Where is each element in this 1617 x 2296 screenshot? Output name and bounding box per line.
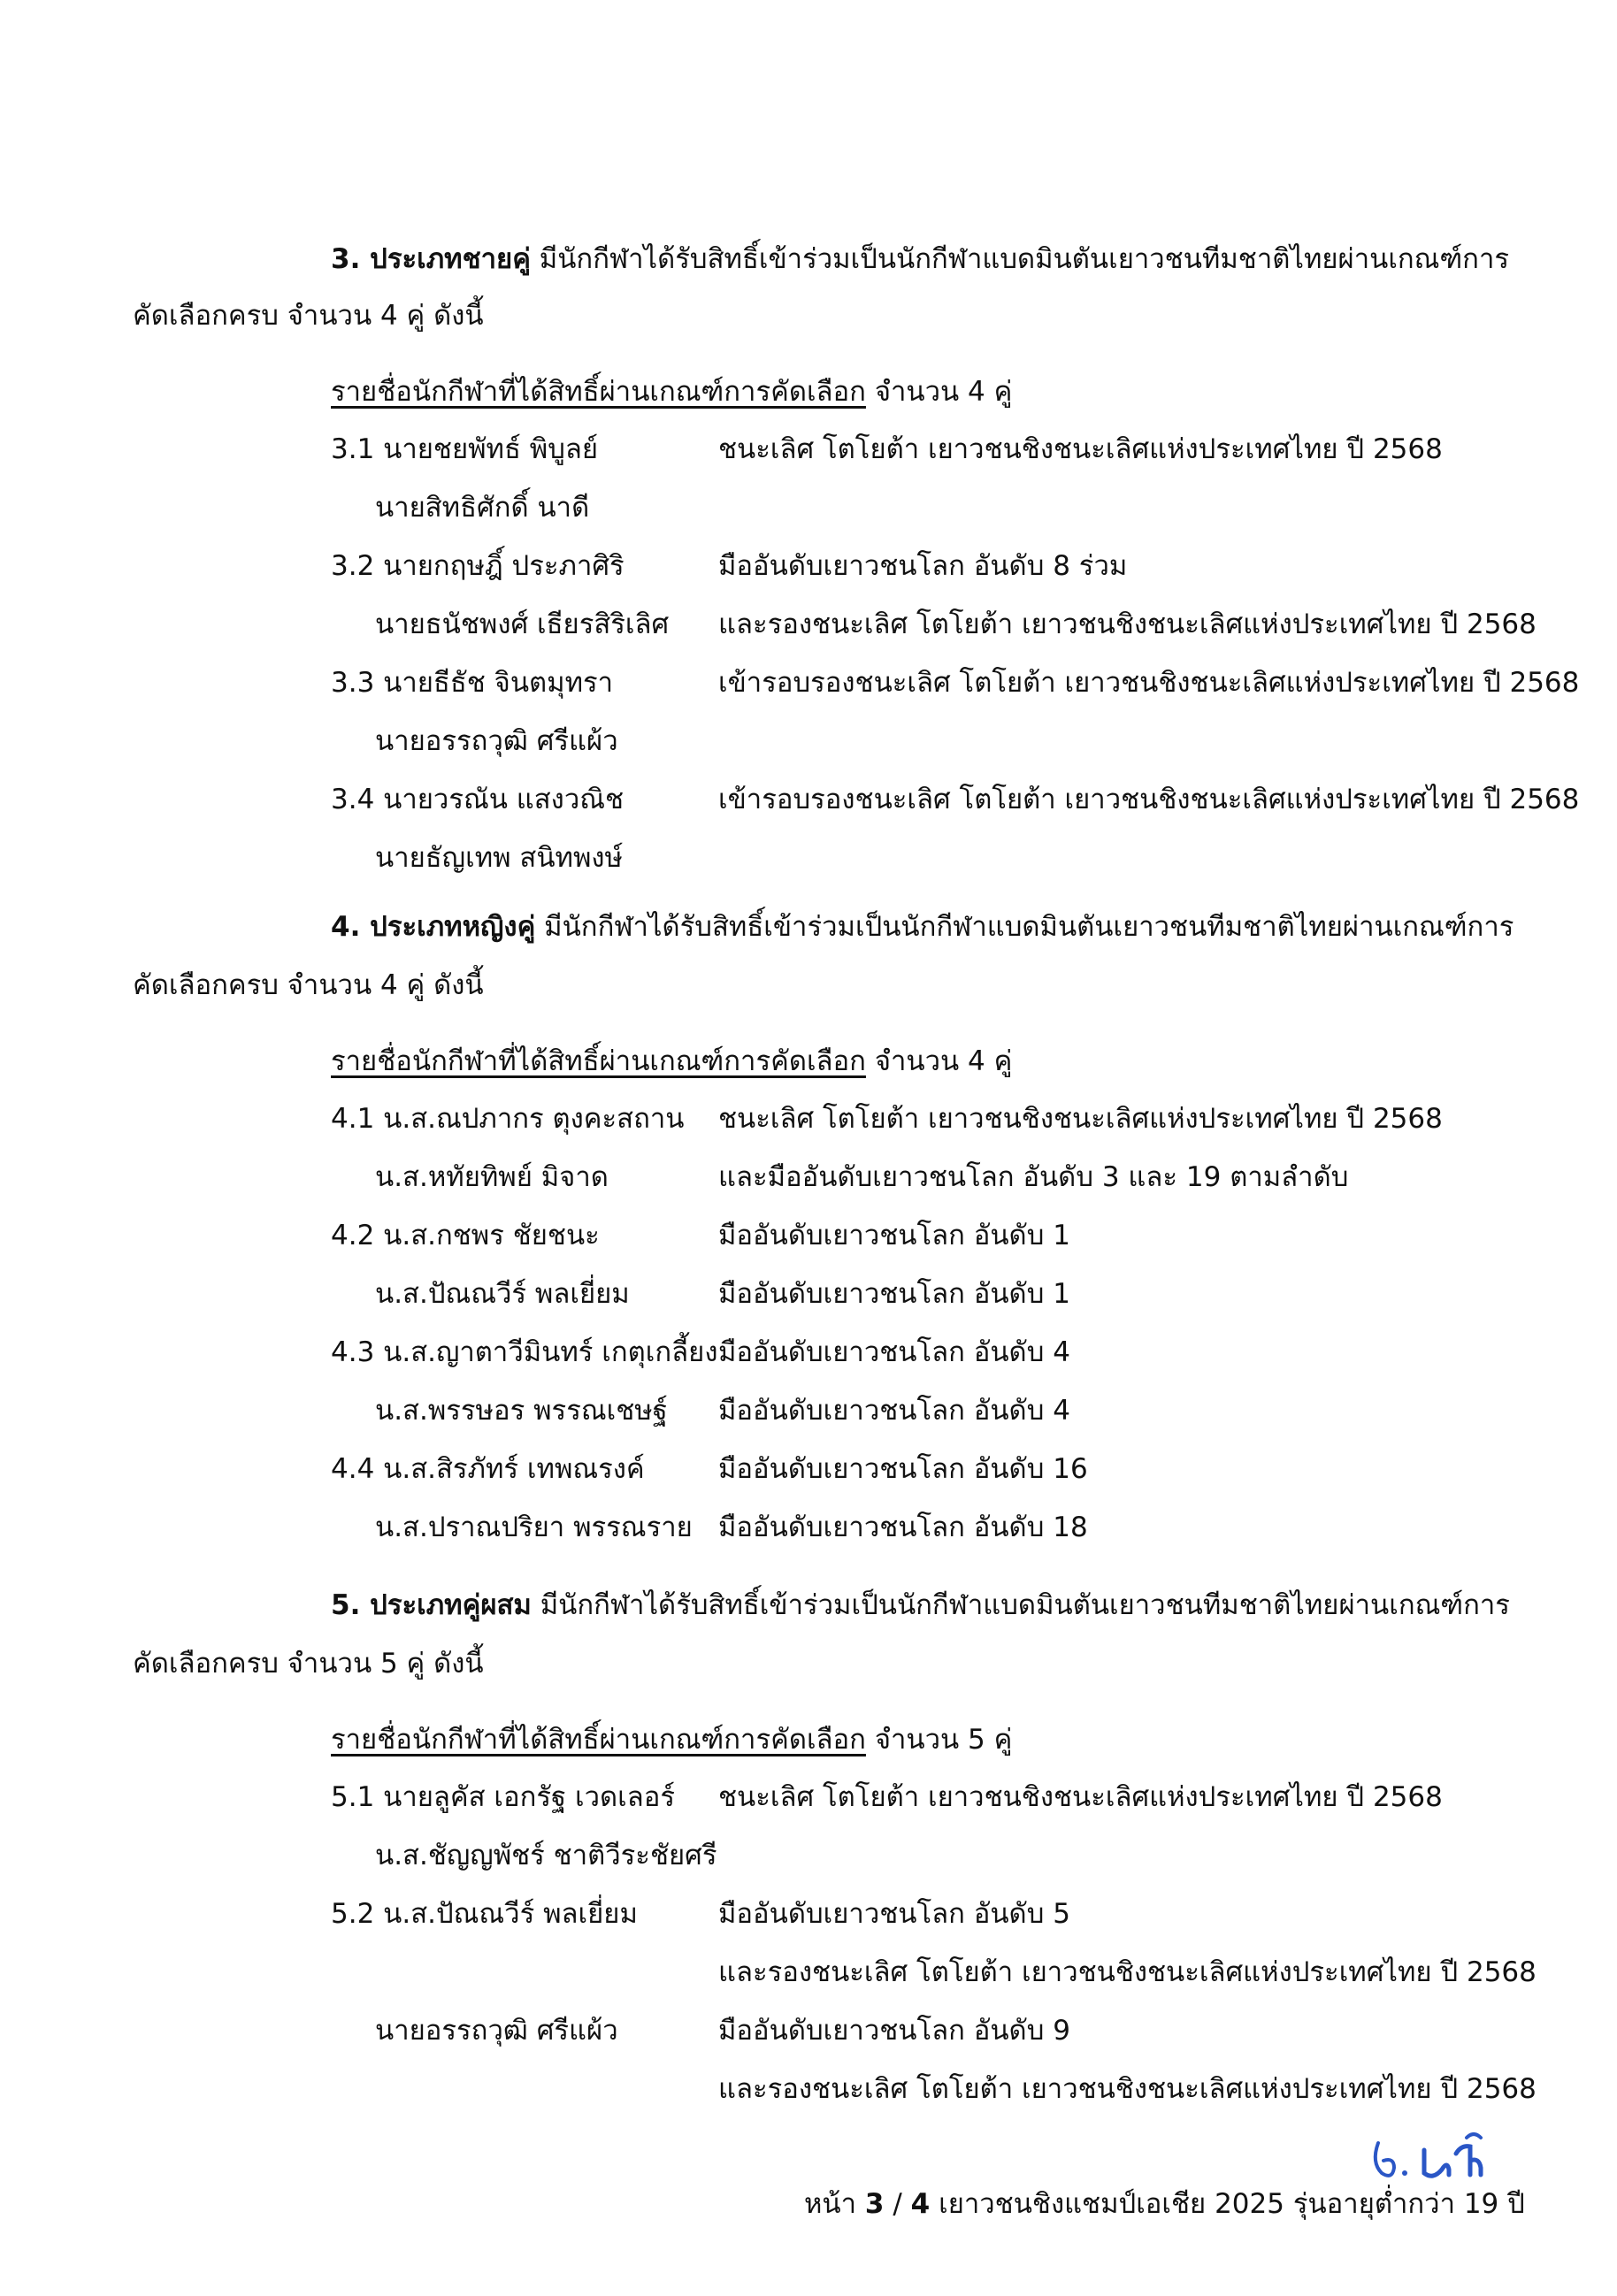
row-name: นายธัญเทพ สนิทพงษ์	[375, 842, 623, 874]
row-name: 3.1 นายชยพัทธ์ พิบูลย์	[331, 433, 599, 465]
row-name: น.ส.หทัยทิพย์ มิจาด	[375, 1161, 609, 1193]
row-detail: ชนะเลิศ โตโยต้า เยาวชนชิงชนะเลิศแห่งประเทศไทย ปี 2568	[718, 1781, 1443, 1813]
section-4-heading-line	[331, 907, 1514, 946]
footer-page-total: 4	[910, 2188, 931, 2220]
row-name: นายสิทธิศักดิ์ นาดี	[375, 492, 590, 524]
row-name: 3.4 นายวรณัน แสงวณิช	[331, 784, 625, 815]
row-detail: และมืออันดับเยาวชนโลก อันดับ 3 และ 19 ตามลำดับ	[718, 1161, 1349, 1193]
section-5-list-title: รายชื่อนักกีฬาที่ได้สิทธิ์ผ่านเกณฑ์การคัดเลือก	[331, 1724, 866, 1756]
row-detail: และรองชนะเลิศ โตโยต้า เยาวชนชิงชนะเลิศแห่งประเทศไทย ปี 2568	[718, 1956, 1537, 1988]
section-5-list-title-line	[331, 1720, 1012, 1759]
row-detail: มืออันดับเยาวชนโลก อันดับ 4	[718, 1336, 1070, 1368]
row-detail: และรองชนะเลิศ โตโยต้า เยาวชนชิงชนะเลิศแห่งประเทศไทย ปี 2568	[718, 2073, 1537, 2105]
section-3-heading-line	[331, 240, 1509, 279]
row-detail: ชนะเลิศ โตโยต้า เยาวชนชิงชนะเลิศแห่งประเทศไทย ปี 2568	[718, 1103, 1443, 1135]
footer-event: เยาวชนชิงแชมป์เอเชีย 2025 รุ่นอายุต่ำกว่า 19 ปี	[939, 2188, 1525, 2220]
footer-page-current: 3	[864, 2188, 885, 2220]
section-4-heading: 4. ประเภทหญิงคู่	[331, 911, 536, 943]
row-name: 4.4 น.ส.สิรภัทร์ เทพณรงค์	[331, 1453, 645, 1485]
row-name: 4.3 น.ส.ญาตาวีมินทร์ เกตุเกลี้ยง	[331, 1336, 718, 1368]
section-4-intro-cont: คัดเลือกครบ จำนวน 4 คู่ ดังนี้	[133, 969, 484, 1001]
row-name: 5.1 นายลูคัส เอกรัฐ เวดเลอร์	[331, 1781, 676, 1813]
row-detail: เข้ารอบรองชนะเลิศ โตโยต้า เยาวชนชิงชนะเลิศแห่งประเทศไทย ปี 2568	[718, 667, 1580, 699]
row-detail: ชนะเลิศ โตโยต้า เยาวชนชิงชนะเลิศแห่งประเทศไทย ปี 2568	[718, 433, 1443, 465]
row-detail: มืออันดับเยาวชนโลก อันดับ 5	[718, 1898, 1070, 1930]
section-4-list-title: รายชื่อนักกีฬาที่ได้สิทธิ์ผ่านเกณฑ์การคัดเลือก	[331, 1045, 866, 1077]
row-name: 5.2 น.ส.ปัณณวีร์ พลเยี่ยม	[331, 1898, 638, 1930]
section-4-intro: มีนักกีฬาได้รับสิทธิ์เข้าร่วมเป็นนักกีฬาแบดมินตันเยาวชนทีมชาติไทยผ่านเกณฑ์การ	[544, 911, 1514, 943]
section-3-intro-cont: คัดเลือกครบ จำนวน 4 คู่ ดังนี้	[133, 300, 484, 332]
section-4-list-count: จำนวน 4 คู่	[874, 1045, 1013, 1077]
section-3-list-title: รายชื่อนักกีฬาที่ได้สิทธิ์ผ่านเกณฑ์การคัดเลือก	[331, 376, 866, 408]
section-5-heading-line	[331, 1586, 1510, 1625]
section-5-intro-cont: คัดเลือกครบ จำนวน 5 คู่ ดังนี้	[133, 1648, 484, 1680]
row-detail: มืออันดับเยาวชนโลก อันดับ 9	[718, 2015, 1070, 2047]
row-name: น.ส.ปัณณวีร์ พลเยี่ยม	[375, 1278, 630, 1310]
section-5-intro: มีนักกีฬาได้รับสิทธิ์เข้าร่วมเป็นนักกีฬาแบดมินตันเยาวชนทีมชาติไทยผ่านเกณฑ์การ	[540, 1589, 1510, 1621]
section-5-list-count: จำนวน 5 คู่	[874, 1724, 1013, 1756]
section-3-intro: มีนักกีฬาได้รับสิทธิ์เข้าร่วมเป็นนักกีฬาแบดมินตันเยาวชนทีมชาติไทยผ่านเกณฑ์การ	[539, 243, 1509, 275]
footer-page-prefix: หน้า	[804, 2188, 857, 2220]
row-detail: และรองชนะเลิศ โตโยต้า เยาวชนชิงชนะเลิศแห่งประเทศไทย ปี 2568	[718, 608, 1537, 640]
section-4-list-title-line	[331, 1042, 1012, 1081]
row-name: น.ส.ปราณปริยา พรรณราย	[375, 1512, 693, 1543]
row-detail: มืออันดับเยาวชนโลก อันดับ 4	[718, 1395, 1070, 1427]
row-name: 3.3 นายธีธัช จินตมุทรา	[331, 667, 614, 699]
row-name: 3.2 นายกฤษฎิ์ ประภาศิริ	[331, 550, 625, 582]
section-3-list-count: จำนวน 4 คู่	[874, 376, 1013, 408]
section-5-heading: 5. ประเภทคู่ผสม	[331, 1589, 532, 1621]
row-detail: เข้ารอบรองชนะเลิศ โตโยต้า เยาวชนชิงชนะเลิศแห่งประเทศไทย ปี 2568	[718, 784, 1580, 815]
row-name: น.ส.ชัญญพัชร์ ชาติวีระชัยศรี	[375, 1840, 717, 1871]
footer-page-sep: /	[893, 2188, 902, 2220]
row-name: น.ส.พรรษอร พรรณเชษฐ์	[375, 1395, 668, 1427]
row-detail: มืออันดับเยาวชนโลก อันดับ 8 ร่วม	[718, 550, 1128, 582]
section-3-list-title-line	[331, 372, 1012, 411]
row-detail: มืออันดับเยาวชนโลก อันดับ 18	[718, 1512, 1088, 1543]
page-footer	[804, 2185, 1525, 2223]
row-name: นายอรรถวุฒิ ศรีแผ้ว	[375, 2015, 618, 2047]
section-3-heading: 3. ประเภทชายคู่	[331, 243, 531, 275]
row-detail: มืออันดับเยาวชนโลก อันดับ 1	[718, 1278, 1070, 1310]
row-detail: มืออันดับเยาวชนโลก อันดับ 1	[718, 1220, 1070, 1251]
row-name: 4.1 น.ส.ณปภากร ตุงคะสถาน	[331, 1103, 685, 1135]
row-name: 4.2 น.ส.กชพร ชัยชนะ	[331, 1220, 600, 1251]
row-detail: มืออันดับเยาวชนโลก อันดับ 16	[718, 1453, 1088, 1485]
row-name: นายอรรถวุฒิ ศรีแผ้ว	[375, 725, 618, 757]
row-name: นายธนัชพงศ์ เธียรสิริเลิศ	[375, 608, 670, 640]
